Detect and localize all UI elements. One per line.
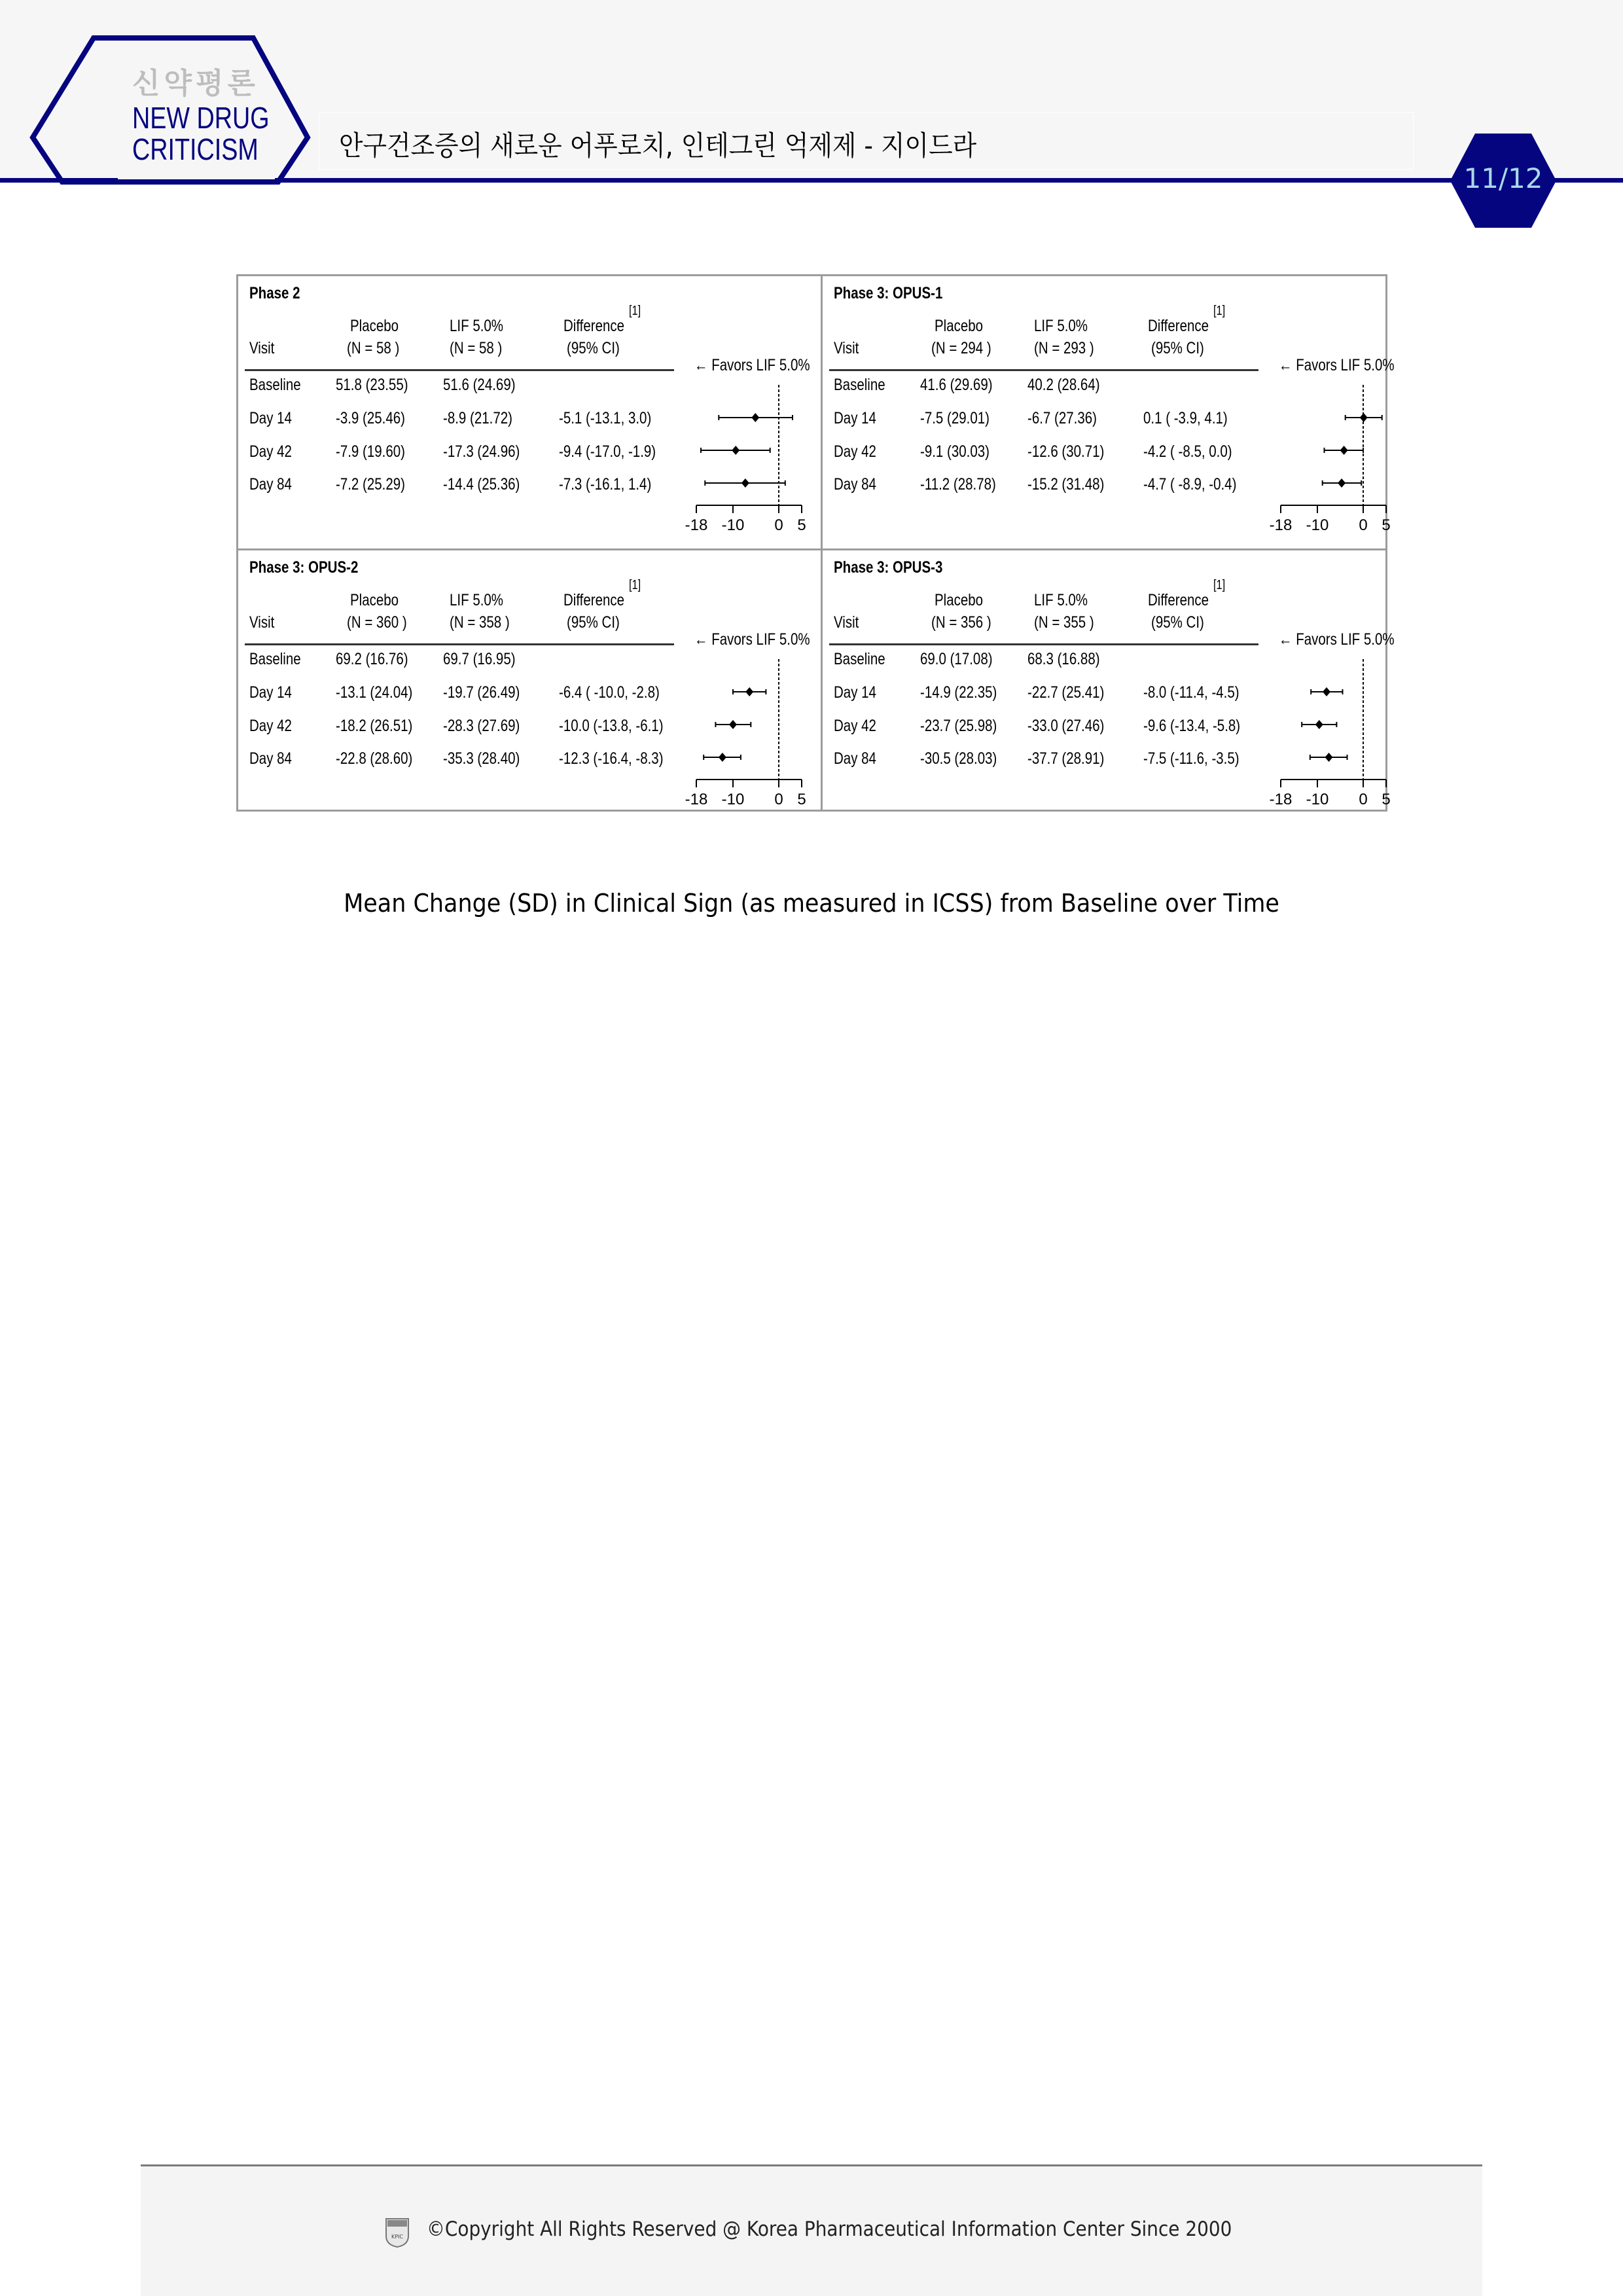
- point-estimate: [732, 446, 740, 455]
- row-difference: -7.5 (-11.6, -3.5): [1143, 749, 1240, 768]
- header-rule: [245, 643, 674, 645]
- row-lif: -14.4 (25.36): [443, 475, 520, 493]
- x-tick-label: -18: [1269, 516, 1293, 534]
- row-lif: -17.3 (24.96): [443, 442, 520, 461]
- col-header-visit: Visit: [834, 613, 859, 632]
- col-header-visit: Visit: [834, 339, 859, 357]
- row-lif: -33.0 (27.46): [1027, 717, 1105, 735]
- logo-line1: NEW DRUG: [132, 101, 270, 135]
- x-tick-label: 5: [797, 791, 806, 808]
- row-difference: -12.3 (-16.4, -8.3): [559, 749, 664, 768]
- kpic-logo-text: KPIC: [391, 2234, 404, 2240]
- x-tick-label: -18: [685, 791, 708, 808]
- row-visit: Day 84: [249, 475, 292, 493]
- row-difference: -10.0 (-13.8, -6.1): [559, 717, 664, 735]
- col-header-placebo: Placebo: [350, 591, 399, 609]
- x-tick-label: -18: [685, 516, 708, 534]
- x-tick-label: 5: [797, 516, 806, 534]
- row-difference: -5.1 (-13.1, 3.0): [559, 409, 652, 427]
- difference-footnote-mark: [1]: [629, 304, 641, 318]
- row-lif: 68.3 (16.88): [1027, 650, 1100, 668]
- x-tick-label: 5: [1382, 791, 1391, 808]
- row-placebo: -7.2 (25.29): [336, 475, 405, 493]
- col-header-lif-n: (N = 58 ): [450, 339, 503, 357]
- col-header-lif: LIF 5.0%: [450, 317, 504, 335]
- row-placebo: -23.7 (25.98): [920, 717, 997, 735]
- forest-panel: [823, 276, 1399, 538]
- row-visit: Day 42: [834, 717, 876, 735]
- favors-label: ← Favors LIF 5.0%: [694, 356, 810, 374]
- favors-label: ← Favors LIF 5.0%: [1279, 630, 1395, 649]
- forest-plot-figure: [236, 274, 1395, 812]
- difference-footnote-mark: [1]: [629, 578, 641, 592]
- row-lif: 51.6 (24.69): [443, 376, 516, 394]
- figure-caption: Mean Change (SD) in Clinical Sign (as measured in ICSS) from Baseline over Time: [344, 889, 1279, 918]
- point-estimate: [729, 720, 737, 729]
- copyright-text: ©Copyright All Rights Reserved @ Korea Pharmaceutical Information Center Since 2000: [427, 2217, 1232, 2241]
- col-header-ci: (95% CI): [1151, 613, 1204, 632]
- panel-title: Phase 2: [249, 284, 300, 302]
- row-visit: Day 42: [834, 442, 876, 461]
- row-placebo: -7.5 (29.01): [920, 409, 990, 427]
- row-visit: Baseline: [834, 650, 885, 668]
- row-visit: Baseline: [249, 650, 301, 668]
- x-tick-label: -10: [721, 791, 745, 808]
- row-lif: -35.3 (28.40): [443, 749, 520, 768]
- row-placebo: -30.5 (28.03): [920, 749, 997, 768]
- x-tick-label: -10: [721, 516, 745, 534]
- row-placebo: 41.6 (29.69): [920, 376, 993, 394]
- forest-plot: [685, 649, 808, 819]
- header-rule: [829, 643, 1258, 645]
- row-difference: -7.3 (-16.1, 1.4): [559, 475, 652, 493]
- col-header-placebo: Placebo: [935, 317, 984, 335]
- row-placebo: 51.8 (23.55): [336, 376, 408, 394]
- point-estimate: [751, 413, 759, 422]
- panel-title: Phase 3: OPUS-1: [834, 284, 943, 302]
- col-header-difference: Difference: [1148, 591, 1209, 609]
- row-lif: -12.6 (30.71): [1027, 442, 1105, 461]
- point-estimate: [745, 687, 753, 696]
- row-placebo: -18.2 (26.51): [336, 717, 413, 735]
- row-placebo: 69.0 (17.08): [920, 650, 993, 668]
- col-header-lif-n: (N = 358 ): [450, 613, 510, 632]
- row-difference: -4.2 ( -8.5, 0.0): [1143, 442, 1232, 461]
- x-tick-label: 5: [1382, 516, 1391, 534]
- col-header-lif: LIF 5.0%: [1034, 591, 1088, 609]
- row-visit: Day 14: [249, 683, 292, 702]
- row-lif: -6.7 (27.36): [1027, 409, 1097, 427]
- x-tick-label: -10: [1306, 791, 1329, 808]
- row-lif: 69.7 (16.95): [443, 650, 516, 668]
- col-header-visit: Visit: [249, 339, 275, 357]
- forest-panel: [238, 276, 814, 538]
- row-placebo: -13.1 (24.04): [336, 683, 413, 702]
- row-visit: Day 42: [249, 717, 292, 735]
- forest-plot: [1269, 649, 1392, 819]
- row-visit: Day 14: [834, 683, 876, 702]
- x-tick-label: -10: [1306, 516, 1329, 534]
- point-estimate: [1340, 446, 1348, 455]
- row-visit: Baseline: [834, 376, 885, 394]
- row-visit: Day 14: [249, 409, 292, 427]
- logo-korean: 신약평론: [132, 67, 260, 100]
- forest-plot: [1269, 374, 1392, 545]
- row-placebo: -3.9 (25.46): [336, 409, 405, 427]
- x-tick-label: 0: [1359, 791, 1368, 808]
- document-title: 안구건조증의 새로운 어푸로치, 인테그린 억제제 - 지이드라: [339, 130, 977, 162]
- favors-label: ← Favors LIF 5.0%: [1279, 356, 1395, 374]
- row-lif: 40.2 (28.64): [1027, 376, 1100, 394]
- col-header-difference: Difference: [563, 317, 625, 335]
- point-estimate: [1360, 413, 1368, 422]
- row-visit: Day 84: [834, 475, 876, 493]
- favors-label: ← Favors LIF 5.0%: [694, 630, 810, 649]
- col-header-difference: Difference: [1148, 317, 1209, 335]
- row-placebo: -7.9 (19.60): [336, 442, 405, 461]
- panel-title: Phase 3: OPUS-2: [249, 558, 359, 577]
- col-header-lif: LIF 5.0%: [1034, 317, 1088, 335]
- point-estimate: [741, 478, 749, 488]
- row-visit: Day 84: [249, 749, 292, 768]
- col-header-difference: Difference: [563, 591, 625, 609]
- logo: [132, 65, 270, 166]
- row-visit: Day 42: [249, 442, 292, 461]
- point-estimate: [1325, 753, 1333, 762]
- row-lif: -22.7 (25.41): [1027, 683, 1105, 702]
- header-rule: [829, 369, 1258, 371]
- row-lif: -8.9 (21.72): [443, 409, 512, 427]
- logo-line2: CRITICISM: [132, 132, 259, 166]
- row-lif: -37.7 (28.91): [1027, 749, 1105, 768]
- col-header-ci: (95% CI): [1151, 339, 1204, 357]
- forest-panel: [823, 550, 1399, 812]
- col-header-placebo-n: (N = 360 ): [347, 613, 407, 632]
- col-header-placebo: Placebo: [350, 317, 399, 335]
- difference-footnote-mark: [1]: [1213, 304, 1226, 318]
- point-estimate: [1323, 687, 1330, 696]
- row-lif: -28.3 (27.69): [443, 717, 520, 735]
- forest-plot: [685, 374, 808, 545]
- col-header-lif-n: (N = 355 ): [1034, 613, 1094, 632]
- row-lif: -19.7 (26.49): [443, 683, 520, 702]
- point-estimate: [719, 753, 726, 762]
- row-visit: Baseline: [249, 376, 301, 394]
- col-header-placebo-n: (N = 58 ): [347, 339, 400, 357]
- row-difference: -9.4 (-17.0, -1.9): [559, 442, 656, 461]
- row-placebo: -9.1 (30.03): [920, 442, 990, 461]
- forest-panel: [238, 550, 814, 812]
- difference-footnote-mark: [1]: [1213, 578, 1226, 592]
- row-placebo: 69.2 (16.76): [336, 650, 408, 668]
- row-visit: Day 14: [834, 409, 876, 427]
- x-tick-label: 0: [1359, 516, 1368, 534]
- col-header-visit: Visit: [249, 613, 275, 632]
- row-difference: -9.6 (-13.4, -5.8): [1143, 717, 1241, 735]
- col-header-placebo-n: (N = 294 ): [931, 339, 991, 357]
- point-estimate: [1338, 478, 1346, 488]
- col-header-placebo-n: (N = 356 ): [931, 613, 991, 632]
- row-visit: Day 84: [834, 749, 876, 768]
- kpic-shield-logo-icon: [385, 2217, 410, 2248]
- row-placebo: -11.2 (28.78): [920, 475, 996, 493]
- row-difference: -8.0 (-11.4, -4.5): [1143, 683, 1240, 702]
- row-placebo: -14.9 (22.35): [920, 683, 997, 702]
- col-header-lif-n: (N = 293 ): [1034, 339, 1094, 357]
- x-tick-label: -18: [1269, 791, 1293, 808]
- page-number: 11/12: [1463, 162, 1543, 194]
- x-tick-label: 0: [774, 516, 783, 534]
- panel-title: Phase 3: OPUS-3: [834, 558, 943, 577]
- col-header-lif: LIF 5.0%: [450, 591, 504, 609]
- row-placebo: -22.8 (28.60): [336, 749, 413, 768]
- row-lif: -15.2 (31.48): [1027, 475, 1105, 493]
- row-difference: 0.1 ( -3.9, 4.1): [1143, 409, 1228, 427]
- col-header-ci: (95% CI): [567, 613, 620, 632]
- row-difference: -4.7 ( -8.9, -0.4): [1143, 475, 1237, 493]
- x-tick-label: 0: [774, 791, 783, 808]
- point-estimate: [1315, 720, 1323, 729]
- header-rule: [245, 369, 674, 371]
- col-header-ci: (95% CI): [567, 339, 620, 357]
- col-header-placebo: Placebo: [935, 591, 984, 609]
- row-difference: -6.4 ( -10.0, -2.8): [559, 683, 660, 702]
